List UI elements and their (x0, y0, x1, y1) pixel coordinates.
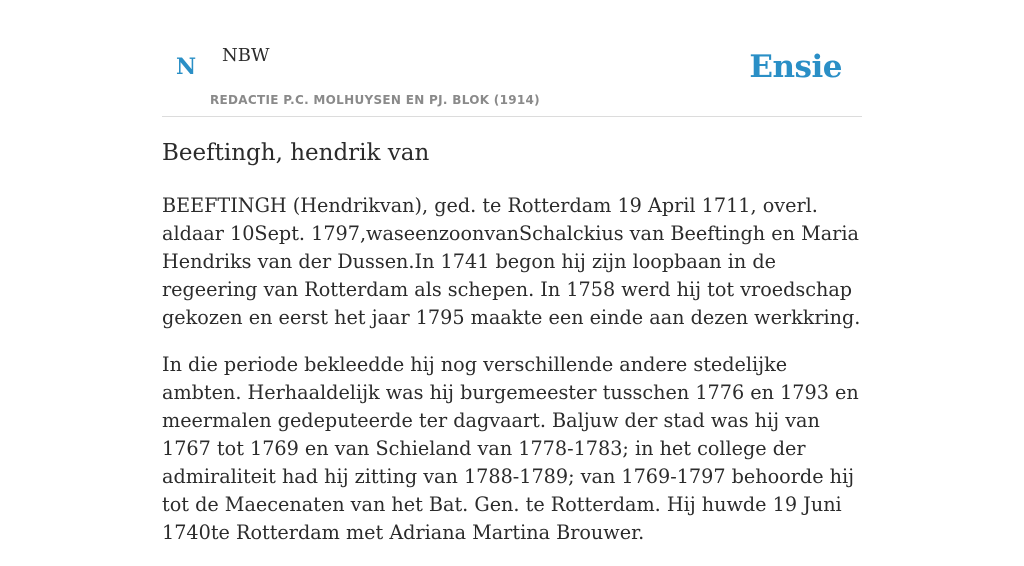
header (162, 0, 862, 117)
article-title: Beeftingh, hendrik van (162, 140, 430, 166)
source-title[interactable]: NBW (222, 45, 270, 66)
source-logo-icon[interactable]: N (176, 54, 197, 80)
article-body (162, 192, 862, 566)
article-paragraph: BEEFTINGH (Hendrikvan), ged. te Rotterdam 19 April 1711, overl. aldaar 10Sept. 1797,waseenzoonvanSchalckius van Beeftingh en Maria Hendriks van der Dussen.In 1741 begon hij zijn loopbaan in de regeering van Rotterdam als schepen. In 1758 werd hij tot vroedschap gekozen en eerst het jaar 1795 maakte een einde aan dezen werkkring. (162, 194, 861, 329)
source-subtitle: REDACTIE P.C. MOLHUYSEN EN PJ. BLOK (1914) (210, 93, 540, 107)
brand-logo[interactable]: Ensie (749, 49, 842, 85)
article-paragraph: In die periode bekleedde hij nog verschillende andere stedelijke ambten. Herhaaldelijk was hij burgemeester tusschen 1776 en 1793 en meermalen gedeputeerde ter dagvaart. Baljuw der stad was hij van 1767 tot 1769 en van Schieland van 1778-1783; in het college der admiraliteit had hij zitting van 1788-1789; van 1769-1797 behoorde hij tot de Maecenaten van het Bat. Gen. te Rotterdam. Hij huwde 19 Juni 1740te Rotterdam met Adriana Martina Brouwer. (162, 353, 859, 544)
